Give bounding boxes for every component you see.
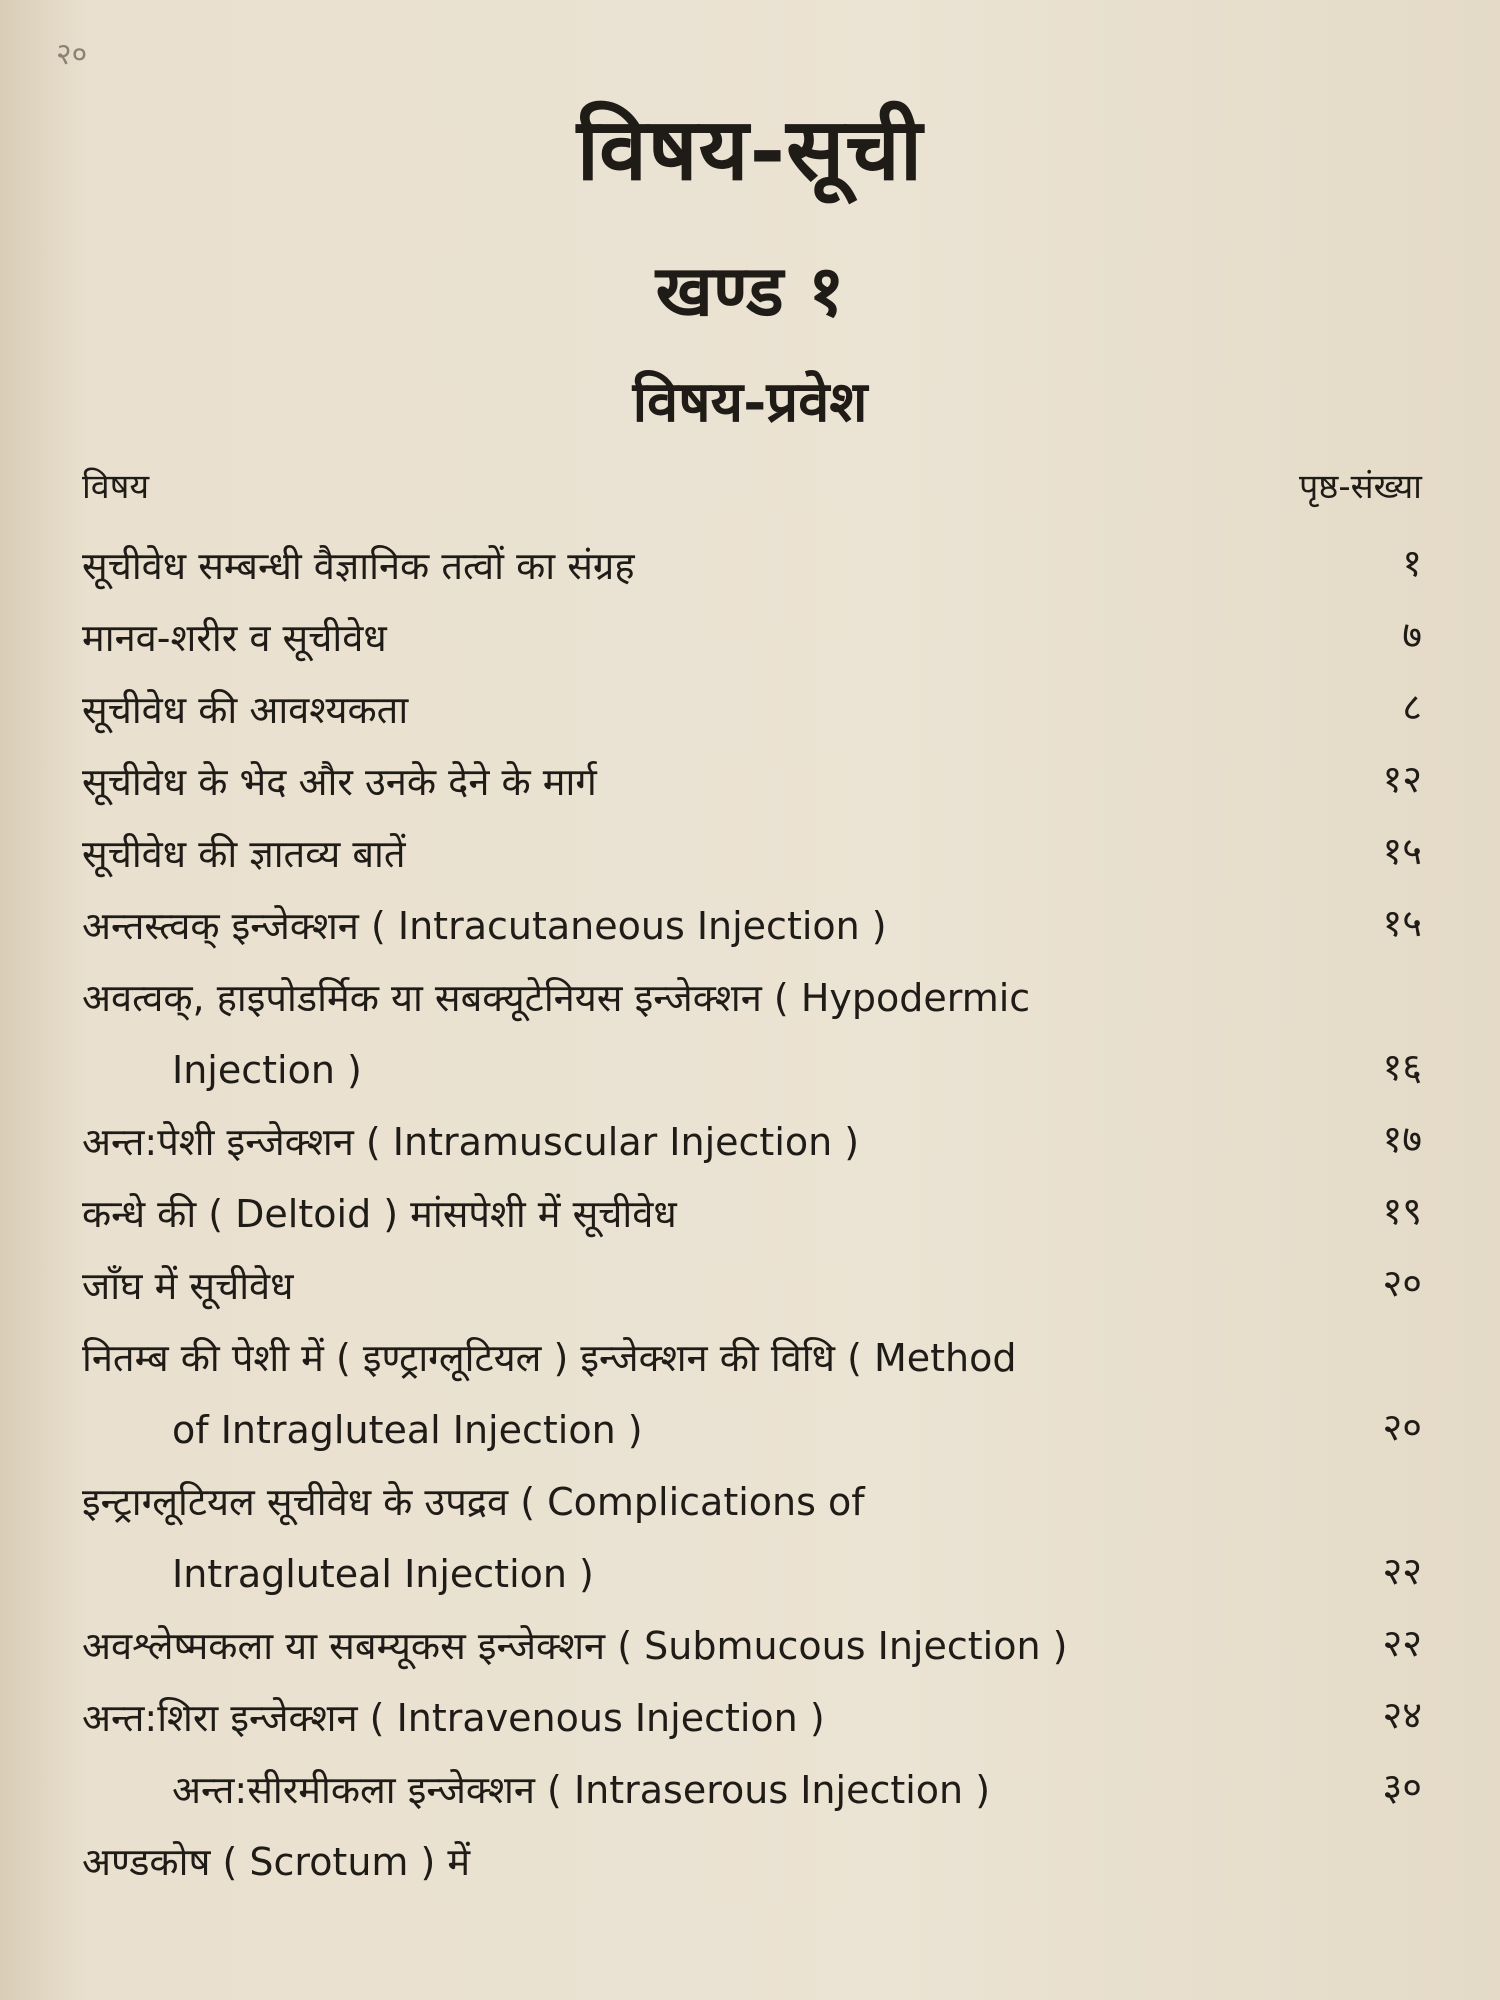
- toc-entry-title: अन्त:सीरमीकला इन्जेक्शन ( Intraserous Injection ): [172, 1768, 991, 1812]
- toc-entry[interactable]: [82, 1610, 1422, 1682]
- toc-entry-title: सूचीवेध सम्बन्धी वैज्ञानिक तत्वों का संग्रह: [82, 544, 635, 588]
- table-of-contents: [82, 530, 1422, 1898]
- toc-entry-page: १५: [1382, 829, 1422, 873]
- toc-entry-title: अन्त:पेशी इन्जेक्शन ( Intramuscular Injection ): [82, 1120, 860, 1164]
- toc-entry-page: २०: [1382, 1405, 1422, 1449]
- toc-entry[interactable]: [82, 1250, 1422, 1322]
- toc-entry-title: [82, 1322, 1322, 1466]
- toc-entry-page: ७: [1402, 613, 1422, 657]
- toc-entry[interactable]: [82, 1322, 1422, 1466]
- toc-entry[interactable]: [82, 1754, 1422, 1826]
- toc-entry[interactable]: [82, 962, 1422, 1106]
- toc-entry[interactable]: [82, 1178, 1422, 1250]
- toc-entry-title: सूचीवेध के भेद और उनके देने के मार्ग: [82, 760, 597, 804]
- toc-entry-title: सूचीवेध की ज्ञातव्य बातें: [82, 832, 406, 876]
- toc-entry[interactable]: [82, 746, 1422, 818]
- toc-entry-page: २०: [1382, 1261, 1422, 1305]
- toc-entry-title: जाँघ में सूचीवेध: [82, 1264, 294, 1308]
- toc-entry[interactable]: [82, 1106, 1422, 1178]
- toc-entry[interactable]: [82, 1466, 1422, 1610]
- toc-entry-title: अन्तस्त्वक् इन्जेक्शन ( Intracutaneous Injection ): [82, 904, 887, 948]
- toc-entry-page: २४: [1382, 1693, 1422, 1737]
- toc-entry-title-line1: इन्ट्राग्लूटियल सूचीवेध के उपद्रव ( Complications of: [82, 1480, 865, 1524]
- toc-entry-page: १९: [1382, 1189, 1422, 1233]
- toc-entry-title: मानव-शरीर व सूचीवेध: [82, 616, 387, 660]
- toc-entry-title-line2: Injection ): [172, 1048, 362, 1092]
- section-heading: खण्ड १: [655, 249, 845, 332]
- toc-entry-title: [82, 962, 1322, 1106]
- toc-entry-title: अण्डकोष ( Scrotum ) में: [82, 1840, 471, 1884]
- page-corner-number: २०: [56, 37, 88, 72]
- toc-entry-page: १: [1402, 541, 1422, 585]
- toc-entry-page: ८: [1402, 685, 1422, 729]
- toc-entry-title-line2: of Intragluteal Injection ): [172, 1408, 643, 1452]
- toc-entry-title-line1: नितम्ब की पेशी में ( इण्ट्राग्लूटियल ) इन्जेक्शन की विधि ( Method: [82, 1336, 1017, 1380]
- toc-entry[interactable]: [82, 1826, 1422, 1898]
- toc-entry-page: २२: [1382, 1621, 1422, 1665]
- toc-entry-title-line2: Intragluteal Injection ): [172, 1552, 594, 1596]
- toc-entry-page: १६: [1382, 1045, 1422, 1089]
- toc-entry[interactable]: [82, 674, 1422, 746]
- toc-entry-page: ३०: [1382, 1765, 1422, 1809]
- toc-entry-page: १५: [1382, 901, 1422, 945]
- toc-entry-title: [82, 1466, 1322, 1610]
- toc-entry-title: सूचीवेध की आवश्यकता: [82, 688, 409, 732]
- toc-entry-page: १२: [1382, 757, 1422, 801]
- page-title: विषय-सूची: [576, 99, 924, 200]
- subsection-heading: विषय-प्रवेश: [632, 369, 868, 435]
- toc-entry-title: अन्त:शिरा इन्जेक्शन ( Intravenous Injection ): [82, 1696, 825, 1740]
- toc-entry-page: २२: [1382, 1549, 1422, 1593]
- toc-entry[interactable]: [82, 602, 1422, 674]
- toc-entry[interactable]: [82, 530, 1422, 602]
- subject-column-header: विषय: [82, 467, 150, 507]
- toc-entry-page: १७: [1382, 1117, 1422, 1161]
- toc-entry[interactable]: [82, 818, 1422, 890]
- toc-entry-title: अवश्लेष्मकला या सबम्यूकस इन्जेक्शन ( Submucous Injection ): [82, 1624, 1068, 1668]
- toc-entry-title-line1: अवत्वक्, हाइपोडर्मिक या सबक्यूटेनियस इन्जेक्शन ( Hypodermic: [82, 976, 1031, 1020]
- toc-entry[interactable]: [82, 1682, 1422, 1754]
- page-number-column-header: पृष्ठ-संख्या: [1298, 467, 1422, 507]
- toc-entry-title: कन्धे की ( Deltoid ) मांसपेशी में सूचीवेध: [82, 1192, 677, 1236]
- toc-entry[interactable]: [82, 890, 1422, 962]
